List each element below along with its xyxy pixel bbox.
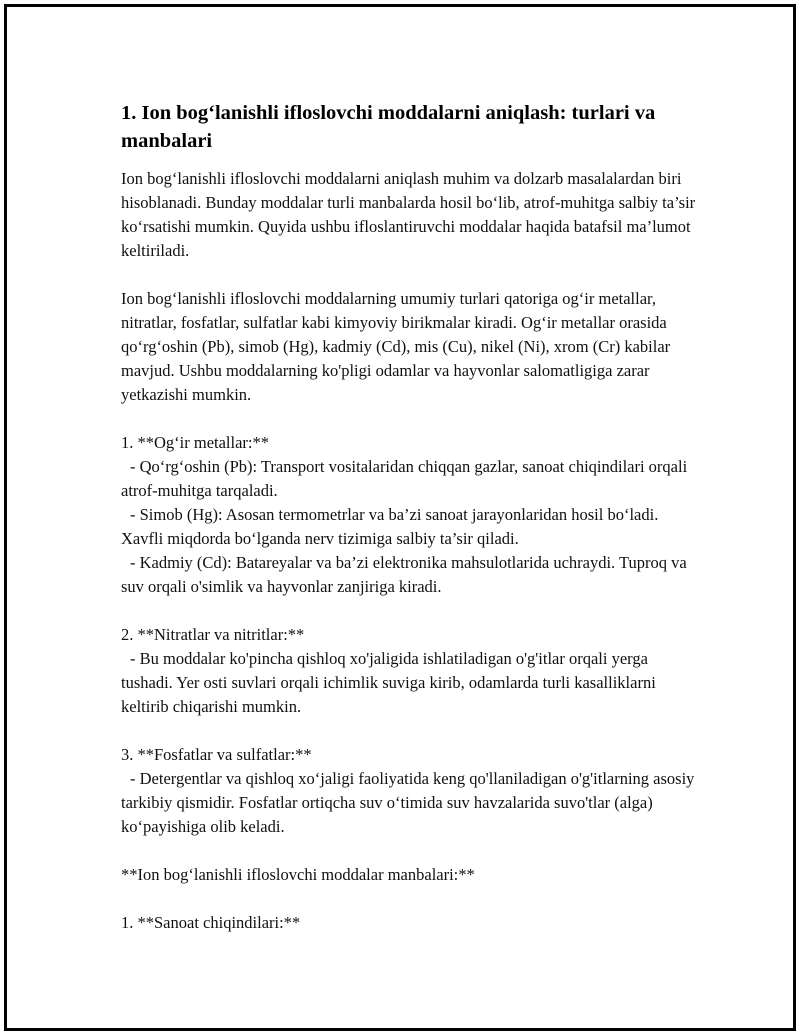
intro-paragraph: Ion bog‘lanishli ifloslovchi moddalarni aniqlash muhim va dolzarb masalalardan biri hisoblanadi. Bunday moddalar turli manbalarda hosil bo‘lib, atrof-muhitga salbiy ta’sir ko‘rsatishi mumkin. Quyida ushbu ifloslantiruvchi moddalar haqida batafsil ma’lumot keltiriladi. [121,169,696,260]
document-title: 1. Ion bog‘lanishli ifloslovchi moddalarni aniqlash: turlari va manbalari [121,102,656,152]
section-phosphates [121,743,701,839]
sources-first-item: 1. **Sanoat chiqindilari:** [121,913,301,932]
list-item: - Bu moddalar ko'pincha qishloq xo'jaligida ishlatiladigan o'g'itlar orqali yerga tushadi. Yer osti suvlari orqali ichimlik suviga kirib, odamlarda turli kasalliklarni keltirib chiqarishi mumkin. [121,649,656,716]
section-heavy-metals [121,431,701,599]
document-body [121,99,701,959]
list-item: - Detergentlar va qishloq xo‘jaligi faoliyatida keng qo'llaniladigan o'g'itlarning asosiy tarkibiy qismidir. Fosfatlar ortiqcha suv o‘timida suv havzalarida suvo'tlar (alga) ko‘payishiga olib keladi. [121,769,695,836]
list-item: - Simob (Hg): Asosan termometrlar va ba’zi sanoat jarayonlaridan hosil bo‘ladi. Xavfli miqdorda bo‘lganda nerv tizimiga salbiy ta’sir qiladi. [121,505,659,548]
section-heading: 2. **Nitratlar va nitritlar:** [121,625,305,644]
list-item: - Kadmiy (Cd): Batareyalar va ba’zi elektronika mahsulotlarida uchraydi. Tuproq va suv orqali o'simlik va hayvonlar zanjiriga kiradi. [121,553,687,596]
section-heading: 1. **Og‘ir metallar:** [121,433,270,452]
types-paragraph: Ion bog‘lanishli ifloslovchi moddalarning umumiy turlari qatoriga og‘ir metallar, nitratlar, fosfatlar, sulfatlar kabi kimyoviy birikmalar kiradi. Og‘ir metallar orasida qo‘rg‘oshin (Pb), simob (Hg), kadmiy (Cd), mis (Cu), nikel (Ni), xrom (Cr) kabilar mavjud. Ushbu moddalarning ko'pligi odamlar va hayvonlar salomatligiga zarar yetkazishi mumkin. [121,289,671,404]
section-heading: 3. **Fosfatlar va sulfatlar:** [121,745,312,764]
section-nitrates [121,623,701,719]
sources-heading: **Ion bog‘lanishli ifloslovchi moddalar manbalari:** [121,865,475,884]
page-frame [4,4,796,1031]
list-item: - Qo‘rg‘oshin (Pb): Transport vositalaridan chiqqan gazlar, sanoat chiqindilari orqali atrof-muhitga tarqaladi. [121,457,688,500]
